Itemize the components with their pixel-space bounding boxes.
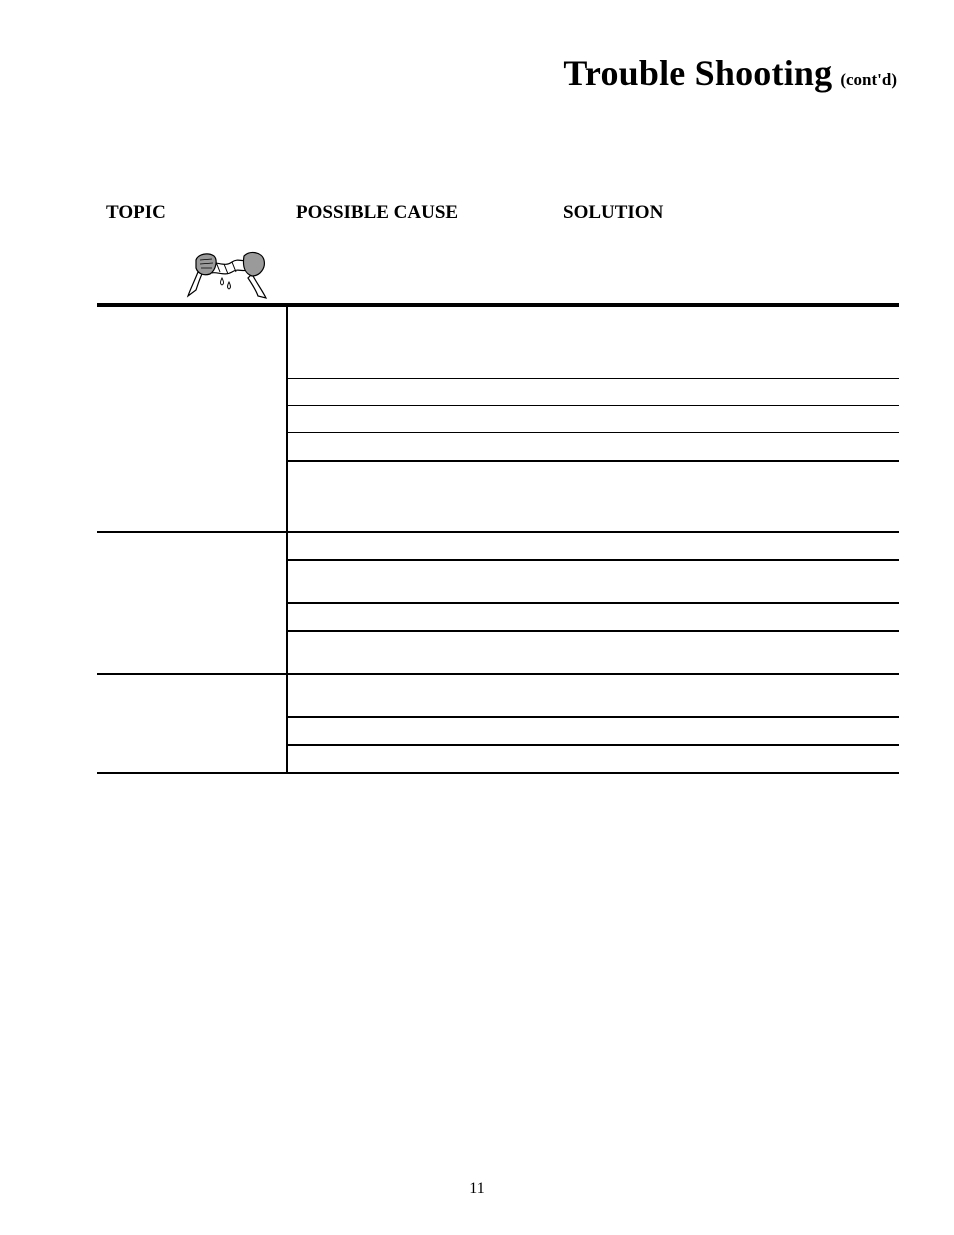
cause-row-divider xyxy=(287,432,899,433)
page-number: 11 xyxy=(469,1180,485,1197)
column-header-possible-cause: POSSIBLE CAUSE xyxy=(296,202,459,223)
cause-row-divider xyxy=(287,716,899,718)
cause-row-divider xyxy=(287,744,899,746)
cause-row-divider xyxy=(287,460,899,462)
title-suffix: (cont'd) xyxy=(840,70,897,89)
title-text: Trouble Shooting xyxy=(563,53,833,93)
page-title xyxy=(563,52,897,94)
column-header-topic: TOPIC xyxy=(106,202,166,223)
column-header-solution: SOLUTION xyxy=(563,202,664,223)
wringing-cloth-icon xyxy=(186,250,268,302)
cause-row-divider xyxy=(287,559,899,561)
topic-row-divider xyxy=(97,673,899,675)
table-header-rule xyxy=(97,303,899,307)
cause-row-divider xyxy=(287,405,899,406)
cause-row-divider xyxy=(287,378,899,379)
cause-row-divider xyxy=(287,602,899,604)
cause-row-divider xyxy=(287,630,899,632)
table-bottom-rule xyxy=(97,772,899,774)
topic-row-divider xyxy=(97,531,899,533)
